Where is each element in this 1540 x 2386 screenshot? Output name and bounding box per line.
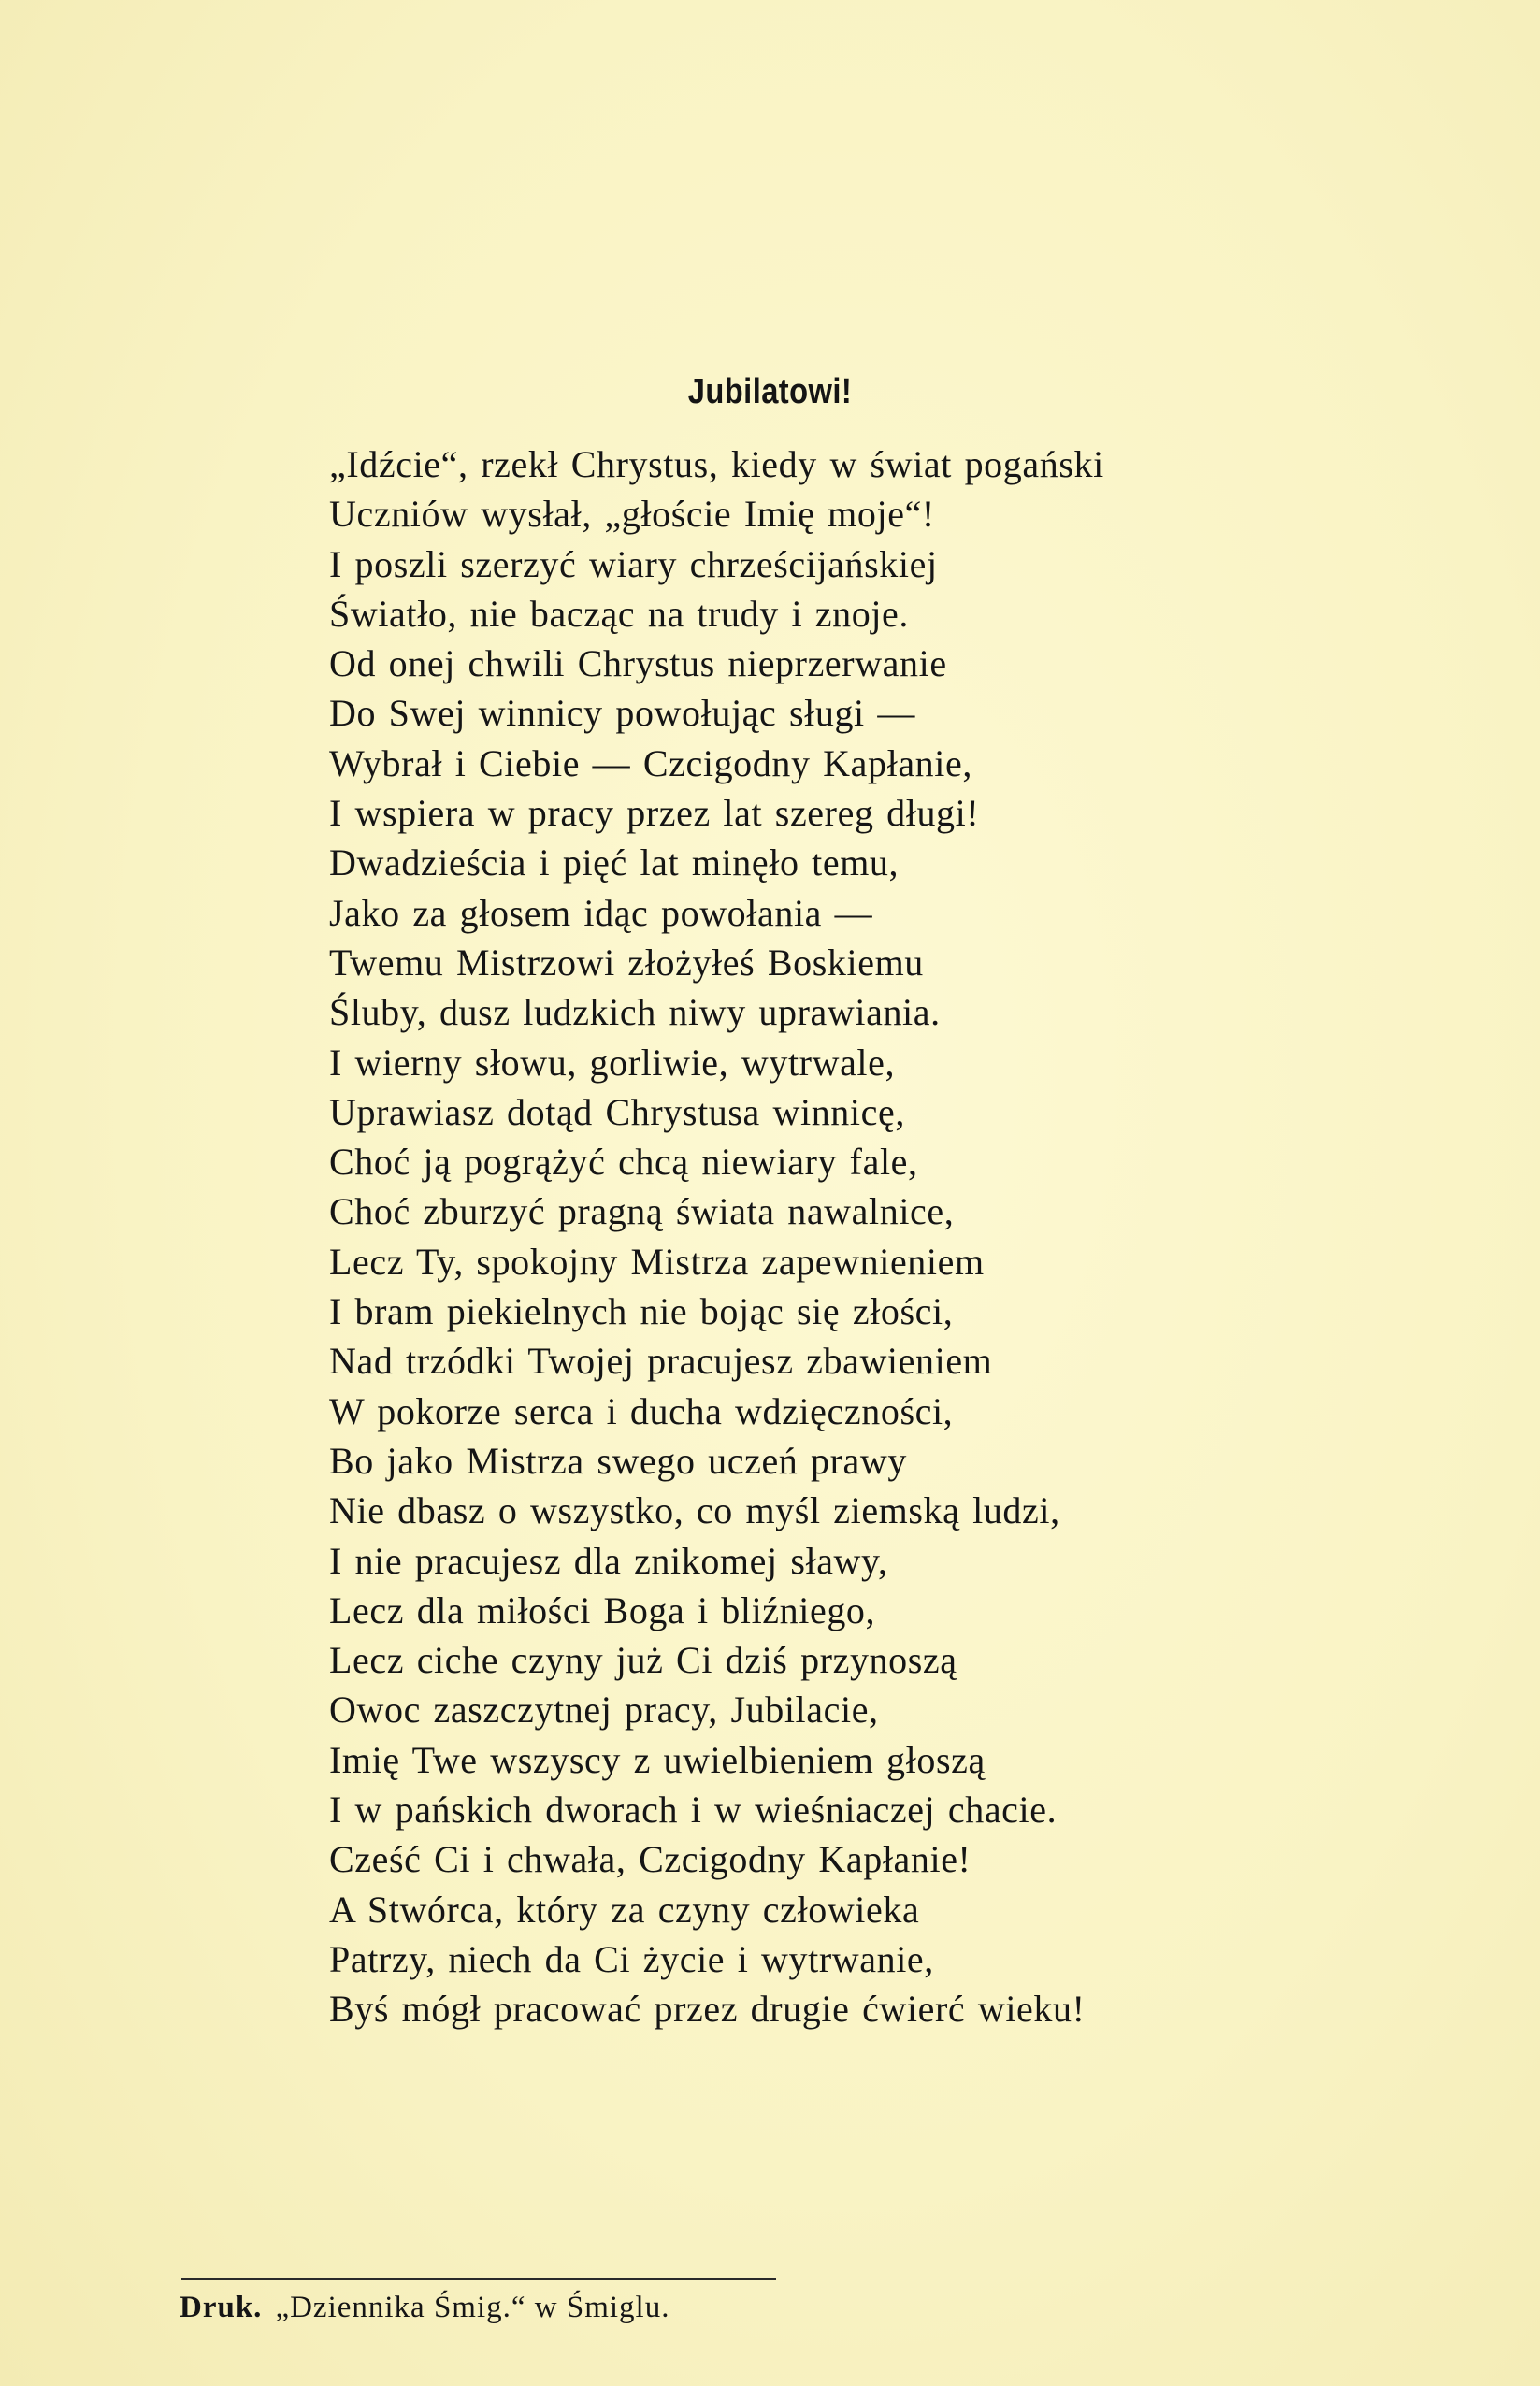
- poem-line: Choć zburzyć pragną świata nawalnice,: [329, 1190, 955, 1233]
- poem-line: I bram piekielnych nie bojąc się złości,: [329, 1290, 954, 1333]
- poem-line: W pokorze serca i ducha wdzięczności,: [329, 1389, 954, 1432]
- poem-line: Bo jako Mistrza swego uczeń prawy: [329, 1439, 907, 1482]
- poem-line: Jako za głosem idąc powołania —: [329, 891, 873, 934]
- poem-line: Wybrał i Ciebie — Czcigodny Kapłanie,: [329, 741, 972, 784]
- poem-line: I wspiera w pracy przez lat szereg długi!: [329, 792, 980, 835]
- poem-line: Do Swej winnicy powołując sługi —: [329, 692, 915, 735]
- poem-line: Twemu Mistrzowi złożyłeś Boskiemu: [329, 941, 924, 984]
- poem-line: I poszli szerzyć wiary chrześcijańskiej: [329, 542, 938, 585]
- poem-line: Lecz ciche czyny już Ci dziś przynoszą: [329, 1639, 957, 1682]
- poem-line: Uczniów wysłał, „głoście Imię moje“!: [329, 493, 935, 536]
- poem-line: I wierny słowu, gorliwie, wytrwale,: [329, 1041, 896, 1084]
- poem-line: „Idźcie“, rzekł Chrystus, kiedy w świat pogański: [329, 443, 1104, 485]
- poem-line: Nie dbasz o wszystko, co myśl ziemską ludzi,: [329, 1489, 1060, 1532]
- poem-line: Byś mógł pracować przez drugie ćwierć wieku!: [329, 1988, 1086, 2031]
- poem-line: Od onej chwili Chrystus nieprzerwanie: [329, 642, 947, 685]
- poem-line: Owoc zaszczytnej pracy, Jubilacie,: [329, 1689, 879, 1732]
- imprint-lead: Druk.: [180, 2291, 263, 2324]
- poem-line: Patrzy, niech da Ci życie i wytrwanie,: [329, 1937, 934, 1980]
- poem-line: Światło, nie bacząc na trudy i znoje.: [329, 592, 909, 635]
- poem-body: [329, 439, 1264, 2034]
- poem-line: Śluby, dusz ludzkich niwy uprawiania.: [329, 991, 941, 1034]
- poem-line: I w pańskich dworach i w wieśniaczej chacie.: [329, 1789, 1058, 1832]
- printer-imprint: [180, 2291, 669, 2325]
- poem-line: Cześć Ci i chwała, Czcigodny Kapłanie!: [329, 1838, 971, 1881]
- poem-line: Choć ją pogrążyć chcą niewiary fale,: [329, 1141, 918, 1184]
- poem-line: A Stwórca, który za czyny człowieka: [329, 1888, 920, 1931]
- poem-line: Uprawiasz dotąd Chrystusa winnicę,: [329, 1090, 905, 1133]
- poem-line: Dwadzieścia i pięć lat minęło temu,: [329, 841, 900, 884]
- poem-line: Nad trzódki Twojej pracujesz zbawieniem: [329, 1340, 993, 1383]
- imprint-divider: [181, 2278, 776, 2280]
- imprint-text: „Dziennika Śmig.“ w Śmiglu.: [275, 2291, 670, 2324]
- poem-title: Jubilatowi!: [687, 372, 853, 411]
- poem-line: Lecz dla miłości Boga i bliźniego,: [329, 1588, 876, 1631]
- poem-line: Lecz Ty, spokojny Mistrza zapewnieniem: [329, 1240, 985, 1283]
- poem-line: Imię Twe wszyscy z uwielbieniem głoszą: [329, 1738, 986, 1781]
- poem-line: I nie pracujesz dla znikomej sławy,: [329, 1539, 888, 1582]
